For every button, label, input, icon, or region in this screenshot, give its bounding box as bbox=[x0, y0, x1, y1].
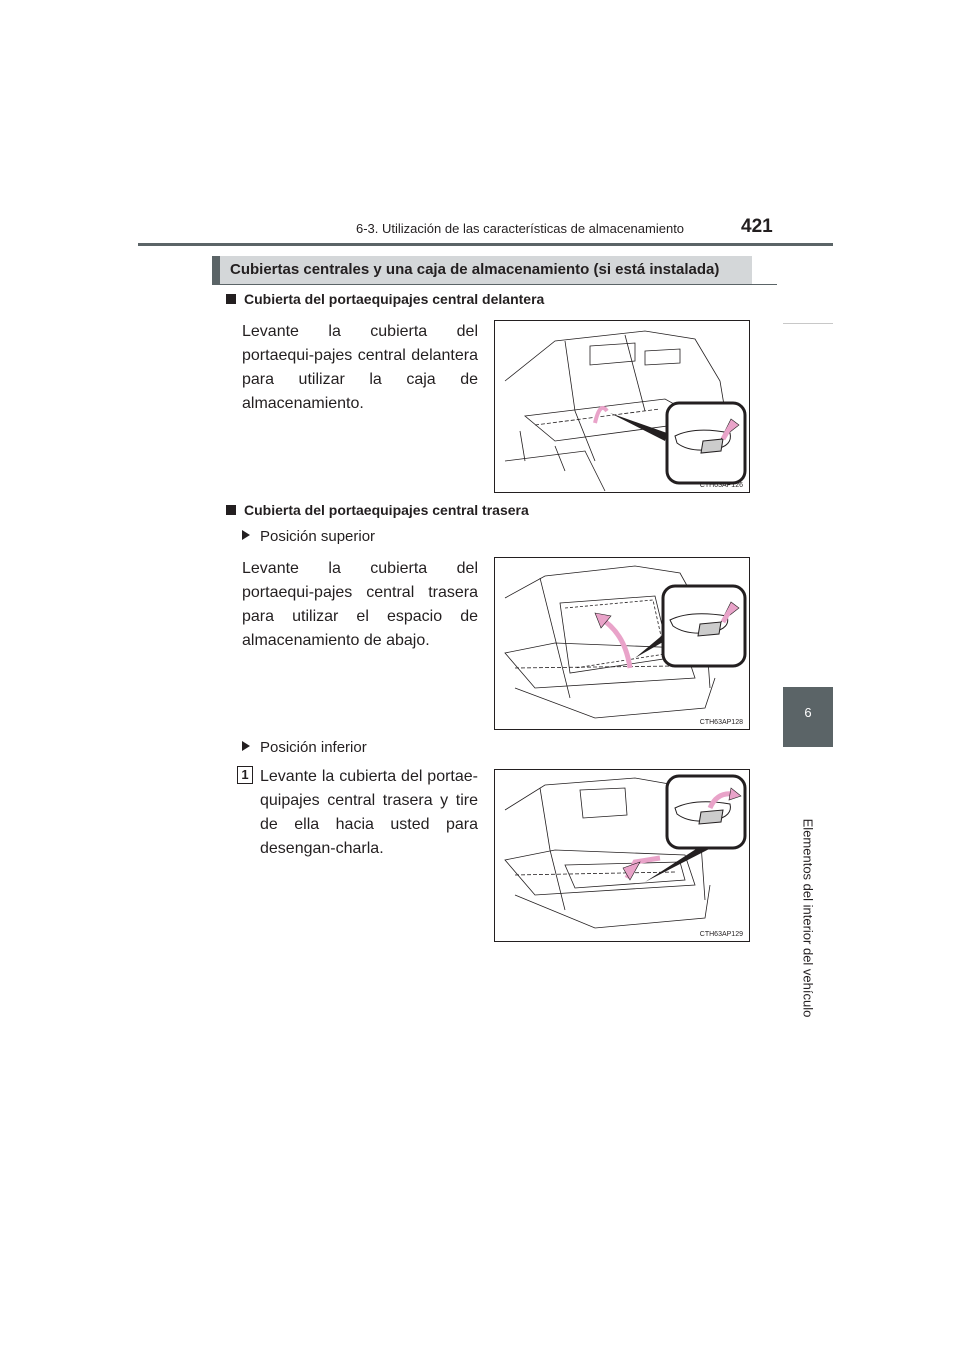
figure-rear-lower bbox=[494, 769, 750, 942]
front-cover-text: Levante la cubierta del portaequi-pajes central delantera para utilizar la caja de almacenamiento. bbox=[242, 323, 478, 412]
rear-cover-heading-text: Cubierta del portaequipajes central trasera bbox=[244, 502, 529, 518]
upper-position-label bbox=[242, 528, 375, 545]
lower-position-text: Posición inferior bbox=[260, 739, 367, 756]
rear-cover-heading bbox=[226, 502, 529, 518]
figure-front-cover bbox=[494, 320, 750, 493]
front-cover-heading bbox=[226, 291, 544, 307]
chapter-tab[interactable] bbox=[783, 687, 833, 747]
front-cover-heading-text: Cubierta del portaequipajes central delantera bbox=[244, 291, 545, 307]
figure-code: CTH63AP128 bbox=[699, 719, 743, 726]
page-number: 421 bbox=[741, 216, 773, 237]
header-section-title: 6-3. Utilización de las características de almacenamiento bbox=[356, 221, 685, 236]
figure-code: CTH63AP129 bbox=[699, 931, 743, 938]
chapter-title: Elementos del interior del vehículo bbox=[800, 818, 816, 1018]
step-number-badge: 1 bbox=[237, 766, 253, 784]
lower-position-description: Levante la cubierta del portae-quipajes central trasera y tire de ella hacia usted para desengan-charla. bbox=[260, 768, 478, 857]
side-tab-rule bbox=[783, 323, 833, 324]
figure-rear-upper bbox=[494, 557, 750, 730]
section-title-bar bbox=[212, 256, 752, 284]
upper-position-text: Posición superior bbox=[260, 528, 376, 545]
square-bullet-icon bbox=[226, 294, 236, 304]
chapter-number: 6 bbox=[804, 705, 812, 720]
triangle-bullet-icon bbox=[242, 530, 250, 540]
header-rule bbox=[138, 243, 833, 246]
square-bullet-icon bbox=[226, 505, 236, 515]
figure-code: CTH63AP126 bbox=[699, 482, 743, 489]
lower-position-label bbox=[242, 739, 367, 756]
triangle-bullet-icon bbox=[242, 741, 250, 751]
section-underline bbox=[212, 284, 777, 285]
upper-position-description: Levante la cubierta del portaequi-pajes central trasera para utilizar el espacio de almacenamiento de abajo. bbox=[242, 560, 478, 649]
section-title: Cubiertas centrales y una caja de almacenamiento (si está instalada) bbox=[230, 261, 720, 278]
